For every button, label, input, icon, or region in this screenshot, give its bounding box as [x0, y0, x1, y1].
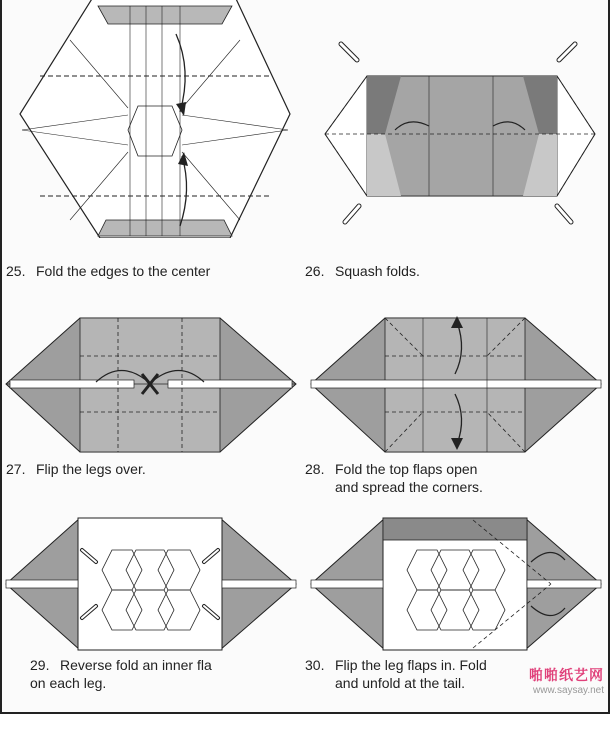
step-25-panel	[0, 0, 300, 279]
step-26-diagram	[305, 0, 605, 238]
left-leg	[6, 580, 78, 588]
watermark-site-name: 啪啪纸艺网	[529, 667, 604, 683]
step-28-diagram	[305, 300, 605, 460]
site-watermark	[529, 665, 604, 696]
step-27-diagram	[0, 300, 300, 460]
right-leg	[168, 380, 292, 388]
hexagon-paper	[20, 0, 290, 238]
step-29-diagram	[0, 510, 300, 660]
step-number: 26.	[305, 263, 325, 279]
step-30-caption	[305, 656, 487, 692]
top-flap-shade	[98, 6, 232, 24]
frame-left-border	[0, 0, 2, 714]
step-27-caption	[6, 460, 146, 478]
step-text: Fold the edges to the center	[36, 263, 211, 279]
step-30-diagram	[305, 510, 605, 660]
left-leg	[10, 380, 134, 388]
step-28-panel	[305, 300, 605, 538]
step-text-line2: and unfold at the tail.	[335, 675, 465, 691]
right-leg	[222, 580, 296, 588]
step-29-caption	[30, 656, 212, 692]
step-text: Reverse fold an inner fla	[60, 657, 212, 673]
step-27-panel	[0, 300, 300, 538]
step-text: Fold the top flaps open	[335, 461, 478, 477]
step-number: 29.	[30, 657, 50, 673]
step-number: 30.	[305, 657, 325, 673]
left-leg	[311, 580, 383, 588]
step-text-line2: on each leg.	[30, 675, 107, 691]
leg-strip	[311, 380, 601, 388]
step-26-panel	[305, 0, 605, 279]
step-text-line2: and spread the corners.	[335, 479, 483, 495]
step-text: Flip the legs over.	[36, 461, 146, 477]
step-number: 27.	[6, 461, 26, 477]
step-number: 28.	[305, 461, 325, 477]
top-flap	[383, 518, 527, 540]
step-26-caption	[305, 262, 420, 280]
bottom-flap-shade	[98, 220, 232, 236]
step-25-diagram	[0, 0, 300, 238]
step-text: Flip the leg flaps in. Fold	[335, 657, 487, 673]
step-number: 25.	[6, 263, 26, 279]
watermark-url: www.saysay.net	[533, 685, 604, 696]
right-leg	[527, 580, 601, 588]
step-text: Squash folds.	[335, 263, 420, 279]
step-25-caption	[6, 262, 210, 280]
step-28-caption	[305, 460, 483, 496]
